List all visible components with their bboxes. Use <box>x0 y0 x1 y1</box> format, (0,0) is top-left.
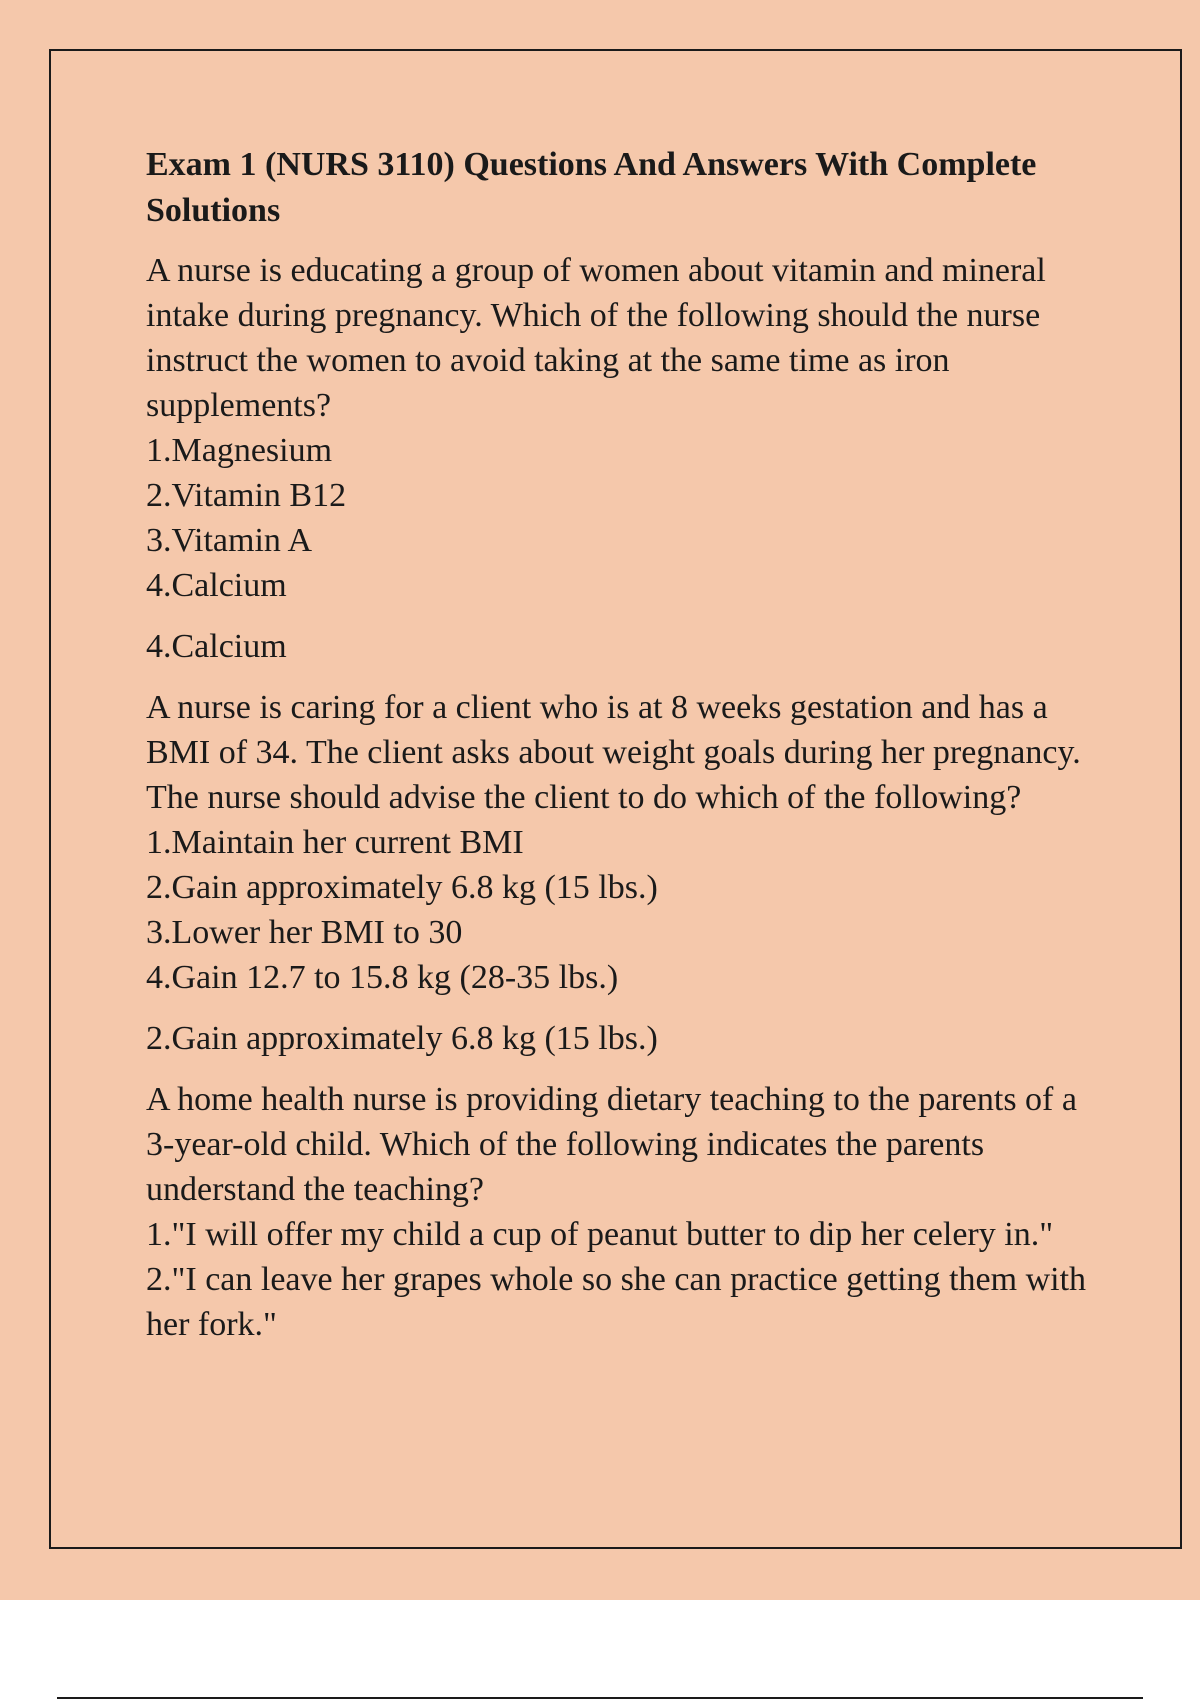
answer-option: 2.Gain approximately 6.8 kg (15 lbs.) <box>146 869 658 906</box>
answer-option: 3.Lower her BMI to 30 <box>146 914 463 951</box>
question-block <box>146 685 1096 1061</box>
document-title: Exam 1 (NURS 3110) Questions And Answers With Complete Solutions <box>146 146 1037 229</box>
answer-option: 4.Calcium <box>146 567 287 604</box>
answer-option: 2.Vitamin B12 <box>146 477 347 514</box>
answer-option: 2."I can leave her grapes whole so she can practice getting them with her fork." <box>146 1261 1087 1343</box>
question-block <box>146 1077 1096 1347</box>
answer-option: 1."I will offer my child a cup of peanut butter to dip her celery in." <box>146 1216 1054 1253</box>
answer-option: 1.Maintain her current BMI <box>146 824 524 861</box>
correct-answer: 2.Gain approximately 6.8 kg (15 lbs.) <box>146 1020 658 1057</box>
answer-option: 1.Magnesium <box>146 432 333 469</box>
answer-option: 4.Gain 12.7 to 15.8 kg (28-35 lbs.) <box>146 959 619 996</box>
question-prompt: A nurse is caring for a client who is at 8 weeks gestation and has a BMI of 34. The client asks about weight goals during her pregnancy. The nurse should advise the client to do which of the following? <box>146 689 1081 816</box>
question-prompt: A home health nurse is providing dietary teaching to the parents of a 3-year-old child. Which of the following indicates the parents understand the teaching? <box>146 1081 1077 1208</box>
question-prompt: A nurse is educating a group of women about vitamin and mineral intake during pregnancy. Which of the following should the nurse instruct the women to avoid taking at the same time as iron supplements? <box>146 252 1046 424</box>
answer-option: 3.Vitamin A <box>146 522 313 559</box>
bottom-divider <box>57 1697 1143 1699</box>
correct-answer: 4.Calcium <box>146 628 287 665</box>
document-content <box>146 142 1096 1347</box>
question-block <box>146 248 1096 669</box>
